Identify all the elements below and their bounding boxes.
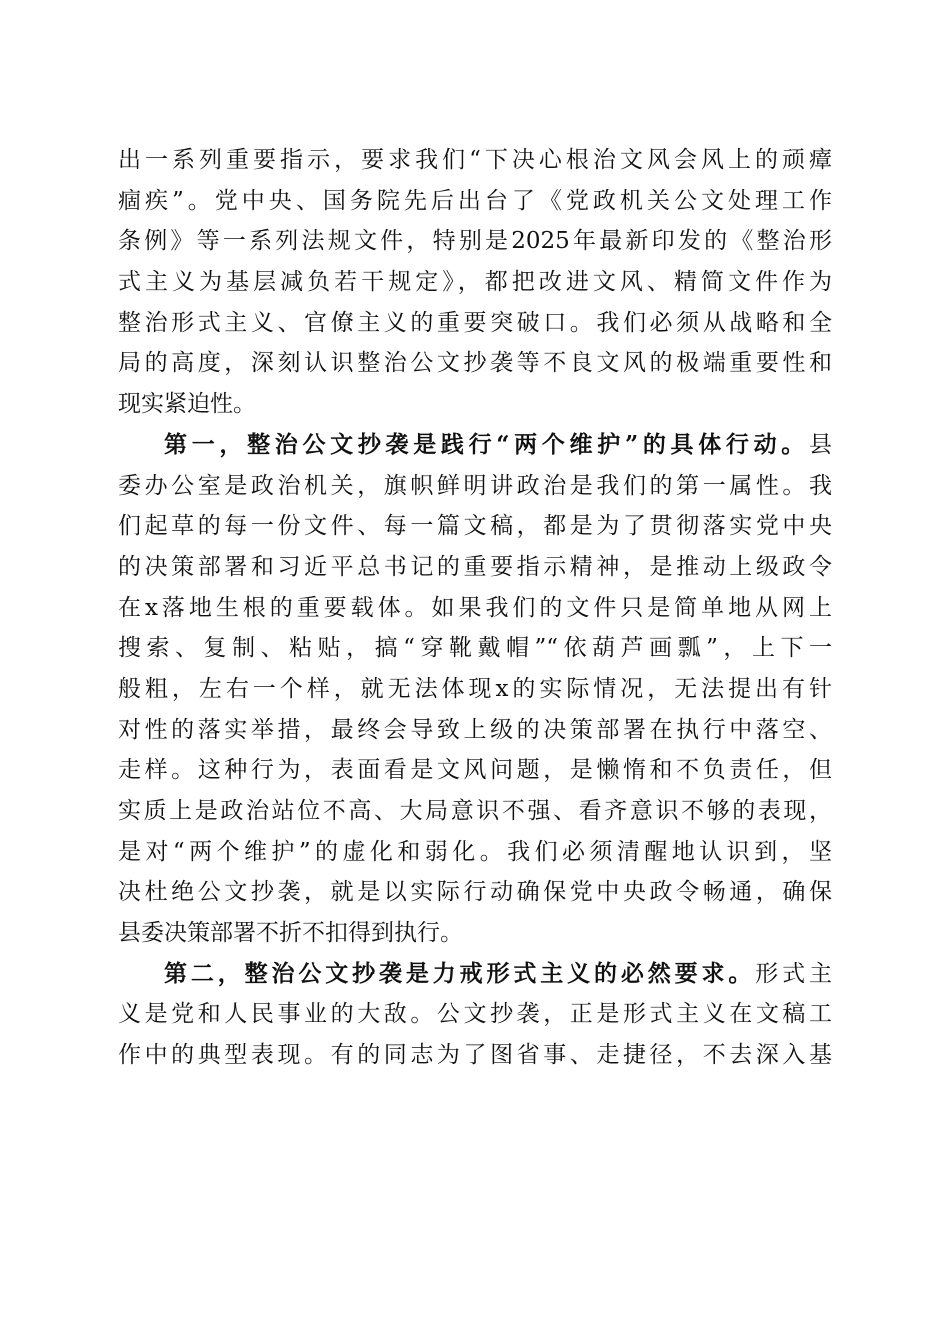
paragraph-1-line-3: 条例》等一系列法规文件，特别是2025年最新印发的《整治形 (118, 228, 832, 255)
paragraph-3-heading-rest: 形式主 (755, 960, 832, 987)
paragraph-3-line-1: 义是党和人民事业的大敌。公文抄袭，正是形式主义在文稿工 (118, 1001, 832, 1028)
paragraph-2-heading: 第一，整治公文抄袭是践行“两个维护”的具体行动。 (164, 430, 809, 458)
paragraph-1-line-7: 现实紧迫性。 (118, 391, 256, 418)
paragraph-1-line-2: 痼疾”。党中央、国务院先后出台了《党政机关公文处理工作 (118, 187, 832, 214)
paragraph-3-heading: 第二，整治公文抄袭是力戒形式主义的必然要求。 (164, 959, 756, 987)
paragraph-2-line-3: 的决策部署和习近平总书记的重要指示精神，是推动上级政令 (118, 553, 832, 580)
paragraph-2-line-10: 是对“两个维护”的虚化和弱化。我们必须清醒地认识到，坚 (118, 838, 832, 865)
paragraph-2-line-9: 实质上是政治站位不高、大局意识不强、看齐意识不够的表现， (118, 798, 832, 824)
paragraph-1-line-4: 式主义为基层减负若干规定》，都把改进文风、精简文件作为 (118, 269, 832, 296)
paragraph-1-line-1: 出一系列重要指示，要求我们“下决心根治文风会风上的顽瘴 (118, 147, 832, 173)
paragraph-2-line-8: 走样。这种行为，表面看是文风问题，是懒惰和不负责任，但 (118, 757, 832, 784)
paragraph-3-first-line (118, 954, 832, 995)
paragraph-2-line-5: 搜索、复制、粘贴，搞“穿靴戴帽”“依葫芦画瓢”，上下一 (118, 635, 832, 662)
document-body (118, 140, 832, 1076)
paragraph-2-line-12: 县委决策部署不折不扣得到执行。 (118, 920, 463, 947)
paragraph-2-line-1: 委办公室是政治机关，旗帜鲜明讲政治是我们的第一属性。我 (118, 472, 832, 499)
paragraph-2-line-6: 般粗，左右一个样，就无法体现x的实际情况，无法提出有针 (118, 675, 832, 702)
paragraph-2-line-4: 在x落地生根的重要载体。如果我们的文件只是简单地从网上 (118, 594, 832, 621)
paragraph-2-line-11: 决杜绝公文抄袭，就是以实际行动确保党中央政令畅通，确保 (118, 879, 832, 906)
paragraph-3-line-2: 作中的典型表现。有的同志为了图省事、走捷径，不去深入基 (118, 1042, 832, 1069)
paragraph-2-line-2: 们起草的每一份文件、每一篇文稿，都是为了贯彻落实党中央 (118, 513, 832, 540)
paragraph-1-line-6: 局的高度，深刻认识整治公文抄袭等不良文风的极端重要性和 (118, 350, 832, 377)
paragraph-2-first-line (118, 425, 832, 466)
paragraph-2-line-7: 对性的落实举措，最终会导致上级的决策部署在执行中落空、 (118, 716, 832, 743)
paragraph-1-line-5: 整治形式主义、官僚主义的重要突破口。我们必须从战略和全 (118, 309, 832, 336)
paragraph-2-heading-rest: 县 (809, 431, 832, 458)
